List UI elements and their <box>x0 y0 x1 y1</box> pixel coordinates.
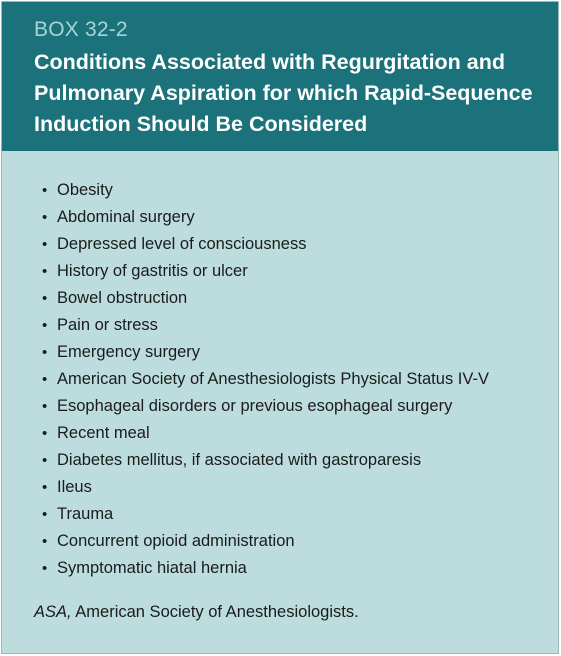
abbreviation: ASA, <box>34 603 72 621</box>
list-item-label: History of gastritis or ulcer <box>57 262 248 280</box>
list-item-label: Ileus <box>57 478 92 496</box>
list-item-label: Concurrent opioid administration <box>57 532 295 550</box>
bullet: • <box>42 263 48 280</box>
list-item-label: Esophageal disorders or previous esophageal surgery <box>57 397 453 415</box>
box-title: Conditions Associated with Regurgitation and Pulmonary Aspiration for which Rapid-Sequence Induction Should Be Considered <box>34 50 533 136</box>
list-item <box>40 285 489 312</box>
bullet: • <box>42 425 48 442</box>
bullet: • <box>42 344 48 361</box>
list-item-label: Trauma <box>57 505 114 523</box>
list-item-label: American Society of Anesthesiologists Physical Status IV-V <box>57 370 489 388</box>
box-header <box>2 2 558 151</box>
bullet: • <box>42 317 48 334</box>
list-item <box>40 393 489 420</box>
bullet: • <box>42 479 48 496</box>
bullet: • <box>42 560 48 577</box>
list-item-label: Abdominal surgery <box>57 208 195 226</box>
list-item <box>40 420 489 447</box>
info-box <box>1 1 559 654</box>
conditions-list <box>40 177 489 582</box>
bullet: • <box>42 209 48 226</box>
list-item <box>40 231 489 258</box>
bullet: • <box>42 290 48 307</box>
bullet: • <box>42 371 48 388</box>
list-item <box>40 204 489 231</box>
list-item-label: Depressed level of consciousness <box>57 235 307 253</box>
list-item <box>40 447 489 474</box>
list-item <box>40 501 489 528</box>
list-item <box>40 366 489 393</box>
abbreviation-note <box>34 600 359 624</box>
list-item-label: Symptomatic hiatal hernia <box>57 559 247 577</box>
list-item-label: Bowel obstruction <box>57 289 188 307</box>
list-item-label: Pain or stress <box>57 316 158 334</box>
list-item-label: Emergency surgery <box>57 343 201 361</box>
list-item <box>40 528 489 555</box>
list-item <box>40 339 489 366</box>
list-item-label: Recent meal <box>57 424 150 442</box>
list-item <box>40 177 489 204</box>
bullet: • <box>42 182 48 199</box>
list-item-label: Diabetes mellitus, if associated with gastroparesis <box>57 451 422 469</box>
list-item <box>40 312 489 339</box>
list-item <box>40 555 489 582</box>
bullet: • <box>42 533 48 550</box>
list-item <box>40 474 489 501</box>
bullet: • <box>42 452 48 469</box>
list-item-label: Obesity <box>57 181 113 199</box>
abbreviation-expansion: American Society of Anesthesiologists. <box>71 603 359 621</box>
box-label: BOX 32-2 <box>34 18 128 41</box>
bullet: • <box>42 398 48 415</box>
list-item <box>40 258 489 285</box>
bullet: • <box>42 236 48 253</box>
bullet: • <box>42 506 48 523</box>
